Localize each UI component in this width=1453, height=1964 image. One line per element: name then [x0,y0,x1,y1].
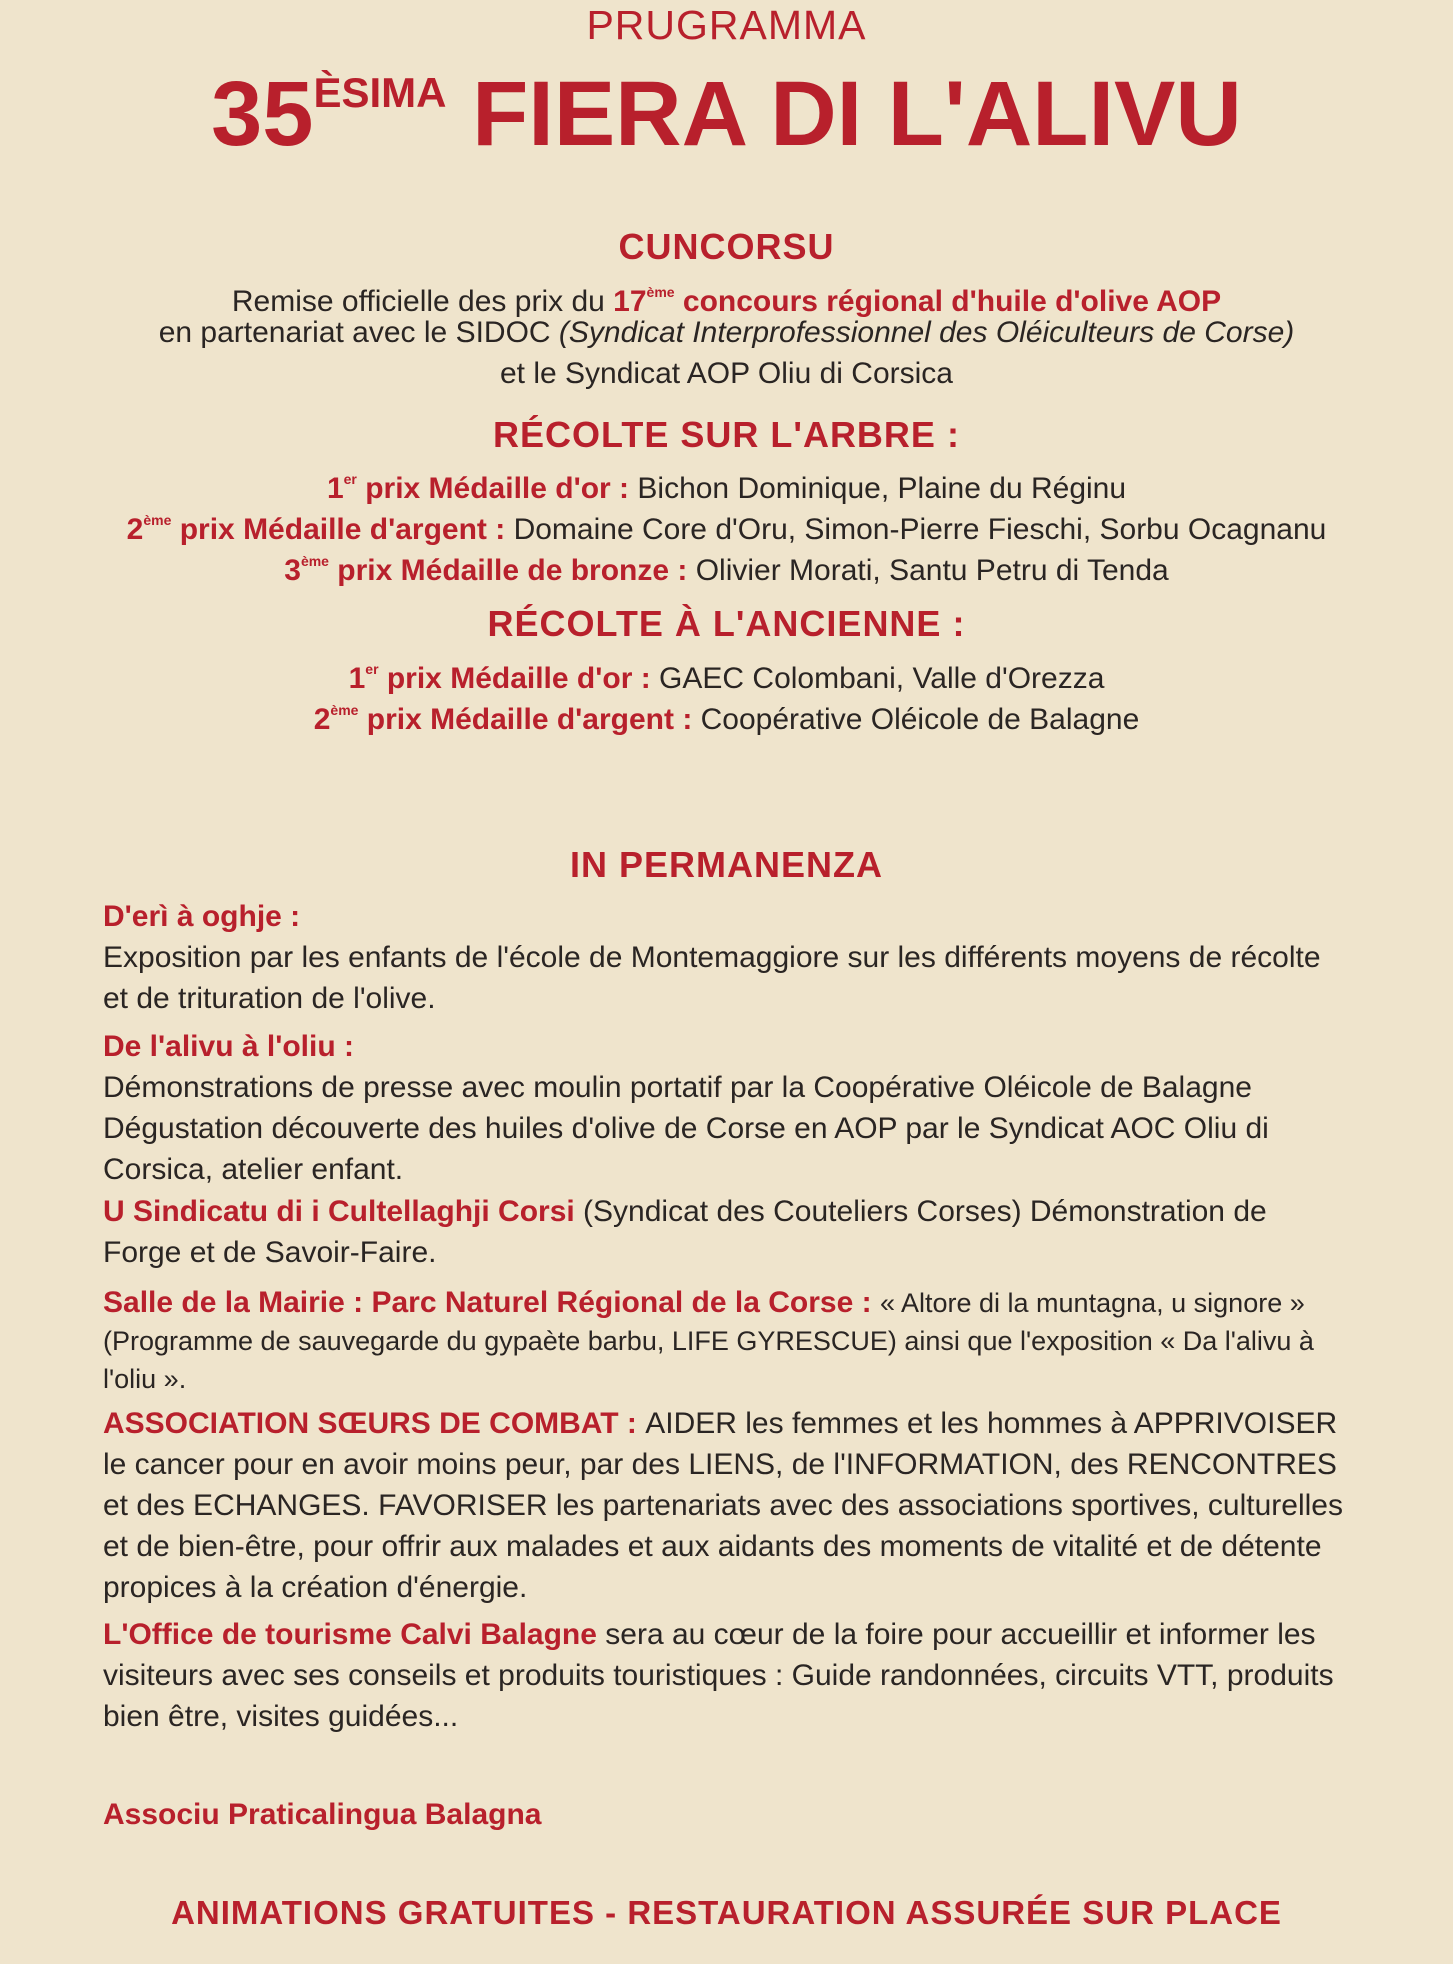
prize-label: prix Médaille d'argent : [171,513,514,546]
office-label: L'Office de tourisme Calvi Balagne [103,1618,597,1651]
permanenza-sindicatu [103,1191,1343,1273]
alivu-text: Démonstrations de presse avec moulin portatif par la Coopérative Oléicole de Balagne Dégustation découverte des huiles d'olive de Corse en AOP par le Syndicat AOC Oliu di Corsica, atelier enfant. [103,1071,1269,1186]
association-label: ASSOCIATION SŒURS DE COMBAT : [103,1407,646,1440]
prize-rank-sup: ème [300,553,329,569]
title-number: 35 [211,63,314,165]
prize-rank: 3 [284,554,301,587]
prize-winner: Domaine Core d'Oru, Simon-Pierre Fieschi, Sorbu Ocagnanu [513,513,1327,546]
sindicatu-label: U Sindicatu di i Cultellaghji Corsi [103,1195,575,1228]
association-text: AIDER les femmes et les hommes à APPRIVOISER le cancer pour en avoir moins peur, par des LIENS, de l'INFORMATION, des RENCONTRES et des ECHANGES. FAVORISER les partenariats avec des associations sportives, culturelles et de bien-être, pour offrir aux malades et aux aidants des moments de vitalité et de détente propices à la création d'énergie. [103,1407,1343,1604]
recolte-ancienne-prize-2 [0,690,1453,740]
office-text: sera au cœur de la foire pour accueillir et informer les visiteurs avec ses conseils et produits touristiques : Guide randonnées, circuits VTT, produits bien être, visites guidées... [103,1618,1334,1733]
cuncorsu-line-2 [0,313,1453,353]
title-ordinal: ÈSIMA [313,69,447,116]
cuncorsu-concours-name: concours régional d'huile d'olive AOP [674,285,1222,318]
prize-winner: Coopérative Oléicole de Balagne [700,703,1140,736]
prize-rank: 2 [313,703,331,736]
prize-label: prix Médaille d'or : [378,662,660,695]
recolte-arbre-prize-3 [0,541,1453,591]
salle-label: Salle de la Mairie : Parc Naturel Régional de la Corse : [103,1286,880,1319]
prize-rank-sup: er [365,661,379,677]
permanenza-associu [103,1794,1343,1835]
salle-text: « Altore di la muntagna, u signore » (Programme de sauvegarde du gypaète barbu, LIFE GYRESCUE) ainsi que l'exposition « Da l'alivu à l'oliu ». [103,1288,1314,1394]
cuncorsu-edition: 17 [613,285,647,318]
title-text: FIERA DI L'ALIVU [472,63,1242,165]
permanenza-erl [103,896,1343,1019]
permanenza-alivu [103,1026,1343,1190]
erl-text: Exposition par les enfants de l'école de Montemaggiore sur les différents moyens de récolte et de trituration de l'olive. [103,941,1321,1015]
recolte-ancienne-title: RÉCOLTE À L'ANCIENNE : [487,603,966,644]
prize-rank: 1 [348,662,366,695]
prize-rank-sup: er [343,471,357,487]
programma-heading: PRUGRAMMA [586,2,867,48]
permanenza-association [103,1403,1343,1608]
alivu-label: De l'alivu à l'oliu : [103,1030,354,1063]
permanenza-title: IN PERMANENZA [569,844,883,885]
prize-rank: 1 [326,472,344,505]
prize-winner: Olivier Morati, Santu Petru di Tenda [695,554,1169,587]
associu-label: Associu Praticalingua Balagna [103,1798,542,1831]
sindicatu-text: (Syndicat des Couteliers Corses) Démonstration de Forge et de Savoir-Faire. [103,1195,1267,1269]
permanenza-office [103,1614,1343,1737]
prize-rank: 2 [126,513,144,546]
main-title [0,63,1453,165]
prize-rank-sup: ème [330,702,359,718]
prize-label: prix Médaille d'argent : [358,703,701,736]
cuncorsu-line1-text: Remise officielle des prix du [231,285,614,318]
cuncorsu-edition-sup: ème [646,284,675,300]
prize-winner: GAEC Colombani, Valle d'Orezza [659,662,1105,695]
recolte-arbre-title: RÉCOLTE SUR L'ARBRE : [493,414,960,455]
cuncorsu-line-3: et le Syndicat AOP Oliu di Corsica [500,357,953,390]
sidoc-name: (Syndicat Interprofessionnel des Oléiculteurs de Corse) [558,316,1295,349]
cuncorsu-title: CUNCORSU [618,226,835,267]
footer-banner: ANIMATIONS GRATUITES - RESTAURATION ASSURÉE SUR PLACE [171,1894,1282,1931]
permanenza-salle [103,1284,1343,1398]
cuncorsu-line2-text: en partenariat avec le SIDOC [158,316,559,349]
prize-label: prix Médaille de bronze : [328,554,696,587]
erl-label: D'erì à oghje : [103,900,301,933]
prize-label: prix Médaille d'or : [356,472,638,505]
prize-winner: Bichon Dominique, Plaine du Réginu [637,472,1127,505]
prize-rank-sup: ème [143,512,172,528]
